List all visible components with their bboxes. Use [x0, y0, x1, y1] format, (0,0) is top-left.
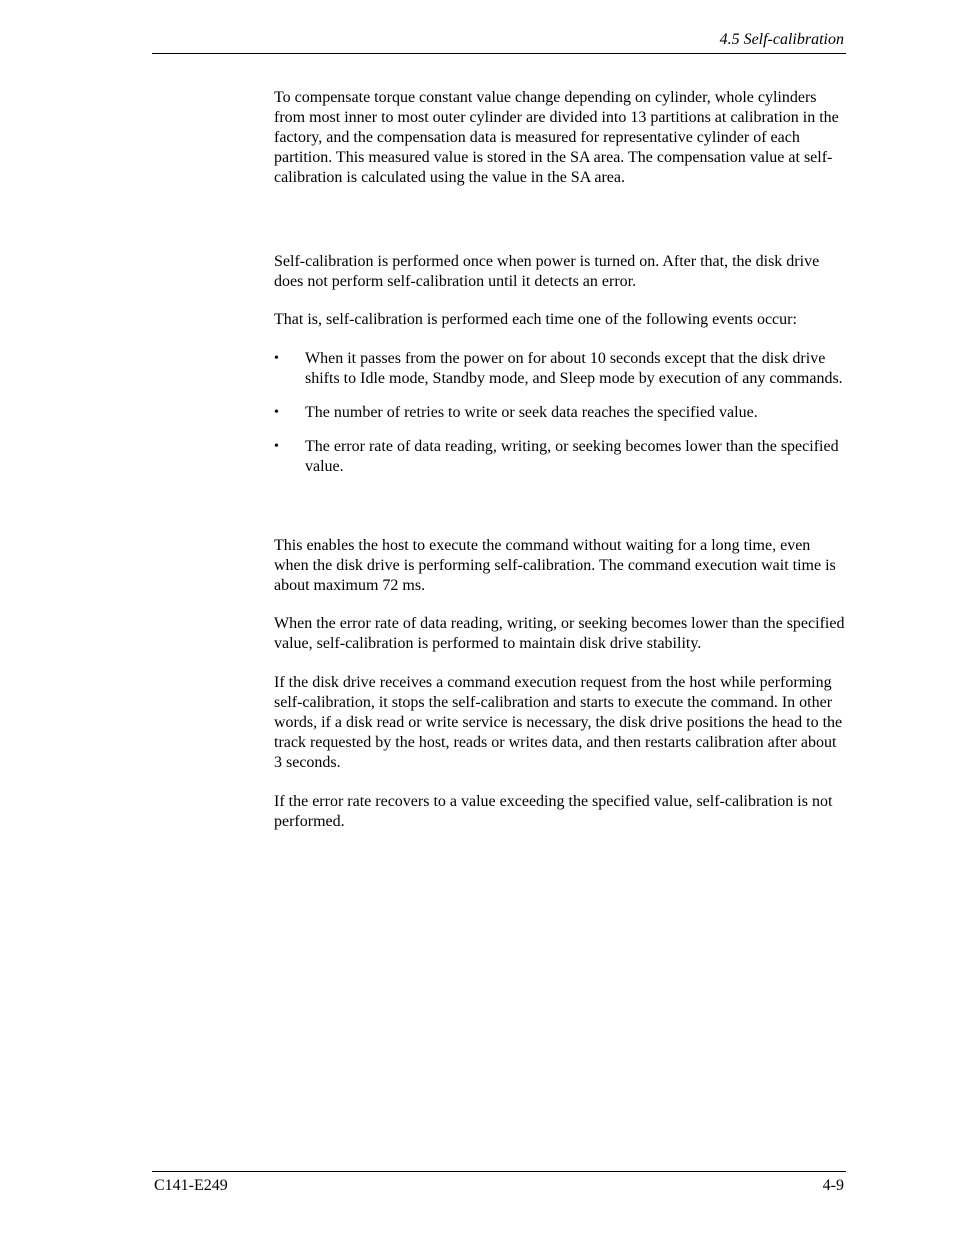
document-id: C141-E249	[154, 1177, 228, 1194]
list-item	[274, 437, 846, 477]
bullet-icon: •	[274, 351, 279, 366]
list-item	[274, 403, 846, 423]
section-title: 4.5 Self-calibration	[719, 31, 844, 48]
list-item-text: When it passes from the power on for about 10 seconds except that the disk drive shifts to Idle mode, Standby mode, and Sleep mode by execution of any commands.	[305, 350, 843, 387]
bullet-icon: •	[274, 439, 279, 454]
event-list	[274, 349, 846, 477]
paragraph-error-rate: When the error rate of data reading, writing, or seeking becomes lower than the specified value, self-calibration is performed to maintain disk drive stability.	[274, 615, 845, 652]
page-footer	[152, 1171, 846, 1194]
paragraph-torque-compensation: To compensate torque constant value change depending on cylinder, whole cylinders from most inner to most outer cylinder are divided into 13 partitions at calibration in the factory, and the compensation data is measured for representative cylinder of each partition. This measured value is stored in the SA area. The compensation value at self-calibration is calculated using the value in the SA area.	[274, 89, 839, 186]
page-content	[274, 88, 846, 832]
paragraph-error-recovery: If the error rate recovers to a value exceeding the specified value, self-calibration is not performed.	[274, 793, 833, 830]
list-item-text: The number of retries to write or seek data reaches the specified value.	[305, 404, 758, 421]
paragraph-events-intro: That is, self-calibration is performed each time one of the following events occur:	[274, 311, 797, 328]
bullet-icon: •	[274, 405, 279, 420]
list-item-text: The error rate of data reading, writing, or seeking becomes lower than the specified value.	[305, 438, 839, 475]
paragraph-command-request: If the disk drive receives a command execution request from the host while performing self-calibration, it stops the self-calibration and starts to execute the command. In other words, if a disk read or write service is necessary, the disk drive positions the head to the track requested by the host, reads or writes data, and then restarts calibration after about 3 seconds.	[274, 674, 843, 771]
paragraph-power-on: Self-calibration is performed once when power is turned on. After that, the disk drive does not perform self-calibration until it detects an error.	[274, 253, 820, 290]
paragraph-host-wait: This enables the host to execute the command without waiting for a long time, even when the disk drive is performing self-calibration. The command execution wait time is about maximum 72 ms.	[274, 537, 836, 594]
page-number: 4-9	[822, 1177, 844, 1194]
list-item	[274, 349, 846, 389]
page-header	[152, 30, 846, 54]
